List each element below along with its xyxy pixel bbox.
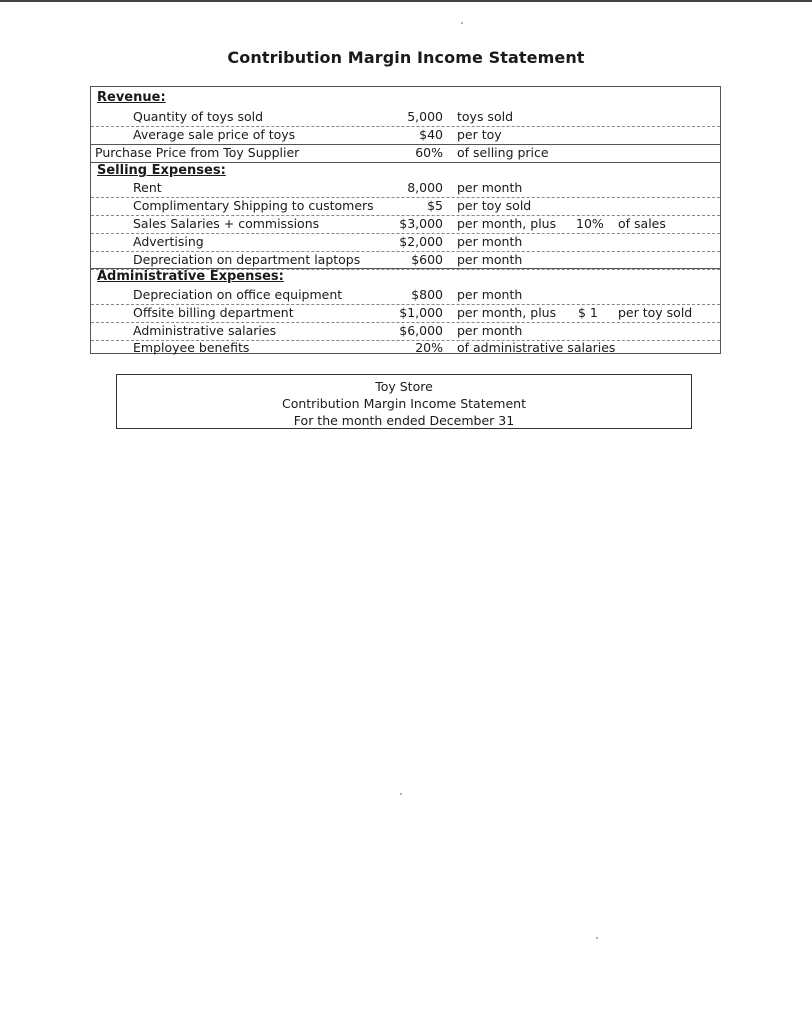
row-unit: per month (457, 323, 523, 338)
row-extra-value: $ 1 (578, 305, 598, 320)
row-value: 5,000 (407, 109, 443, 124)
row-value: $3,000 (399, 216, 443, 231)
row-unit: per month (457, 180, 523, 195)
row-unit: per month (457, 287, 523, 302)
table-row (91, 233, 720, 252)
top-scan-edge (0, 0, 812, 2)
administrative-expenses-heading: Administrative Expenses: (97, 269, 284, 284)
row-unit: per month (457, 252, 523, 267)
row-value: $600 (411, 252, 443, 267)
row-value: 60% (415, 145, 443, 160)
row-unit: of selling price (457, 145, 549, 160)
row-unit: per month (457, 234, 523, 249)
statement-name: Contribution Margin Income Statement (281, 396, 526, 411)
table-row (91, 108, 720, 127)
table-row (91, 126, 720, 145)
given-information-table (90, 86, 721, 354)
row-value: 8,000 (407, 180, 443, 195)
row-value: $2,000 (399, 234, 443, 249)
table-row (91, 286, 720, 305)
row-label: Complimentary Shipping to customers (133, 198, 374, 213)
row-label: Employee benefits (133, 340, 250, 355)
scan-speck (596, 937, 598, 939)
table-row (91, 197, 720, 216)
table-row (91, 179, 720, 198)
row-label: Quantity of toys sold (133, 109, 264, 124)
row-unit: per month, plus (457, 216, 557, 231)
table-row (91, 304, 720, 323)
row-value: $40 (419, 127, 443, 142)
row-label: Purchase Price from Toy Supplier (95, 145, 300, 160)
scan-speck (461, 22, 463, 24)
row-value: $5 (427, 198, 443, 213)
row-label: Depreciation on department laptops (133, 252, 361, 267)
statement-header-box (116, 374, 692, 429)
company-name: Toy Store (375, 379, 433, 394)
selling-expenses-heading: Selling Expenses: (97, 163, 226, 178)
row-unit: toys sold (457, 109, 513, 124)
row-value: $1,000 (399, 305, 443, 320)
row-unit: per month, plus (457, 305, 557, 320)
row-label: Depreciation on office equipment (133, 287, 343, 302)
row-label: Sales Salaries + commissions (133, 216, 320, 231)
row-extra-unit: of sales (618, 216, 666, 231)
row-extra-unit: per toy sold (618, 305, 693, 320)
row-label: Average sale price of toys (133, 127, 296, 142)
row-label: Offsite billing department (133, 305, 294, 320)
row-value: $800 (411, 287, 443, 302)
revenue-heading: Revenue: (97, 90, 166, 105)
table-row (91, 339, 720, 357)
table-row (91, 215, 720, 234)
table-row (91, 144, 720, 162)
row-label: Administrative salaries (133, 323, 277, 338)
row-unit: per toy (457, 127, 502, 142)
row-unit: of administrative salaries (457, 340, 616, 355)
row-label: Advertising (133, 234, 204, 249)
row-extra-value: 10% (576, 216, 604, 231)
row-label: Rent (133, 180, 162, 195)
row-unit: per toy sold (457, 198, 532, 213)
row-value: 20% (415, 340, 443, 355)
row-value: $6,000 (399, 323, 443, 338)
scan-speck (400, 793, 402, 795)
page-title: Contribution Margin Income Statement (227, 48, 585, 67)
statement-period: For the month ended December 31 (293, 413, 515, 428)
